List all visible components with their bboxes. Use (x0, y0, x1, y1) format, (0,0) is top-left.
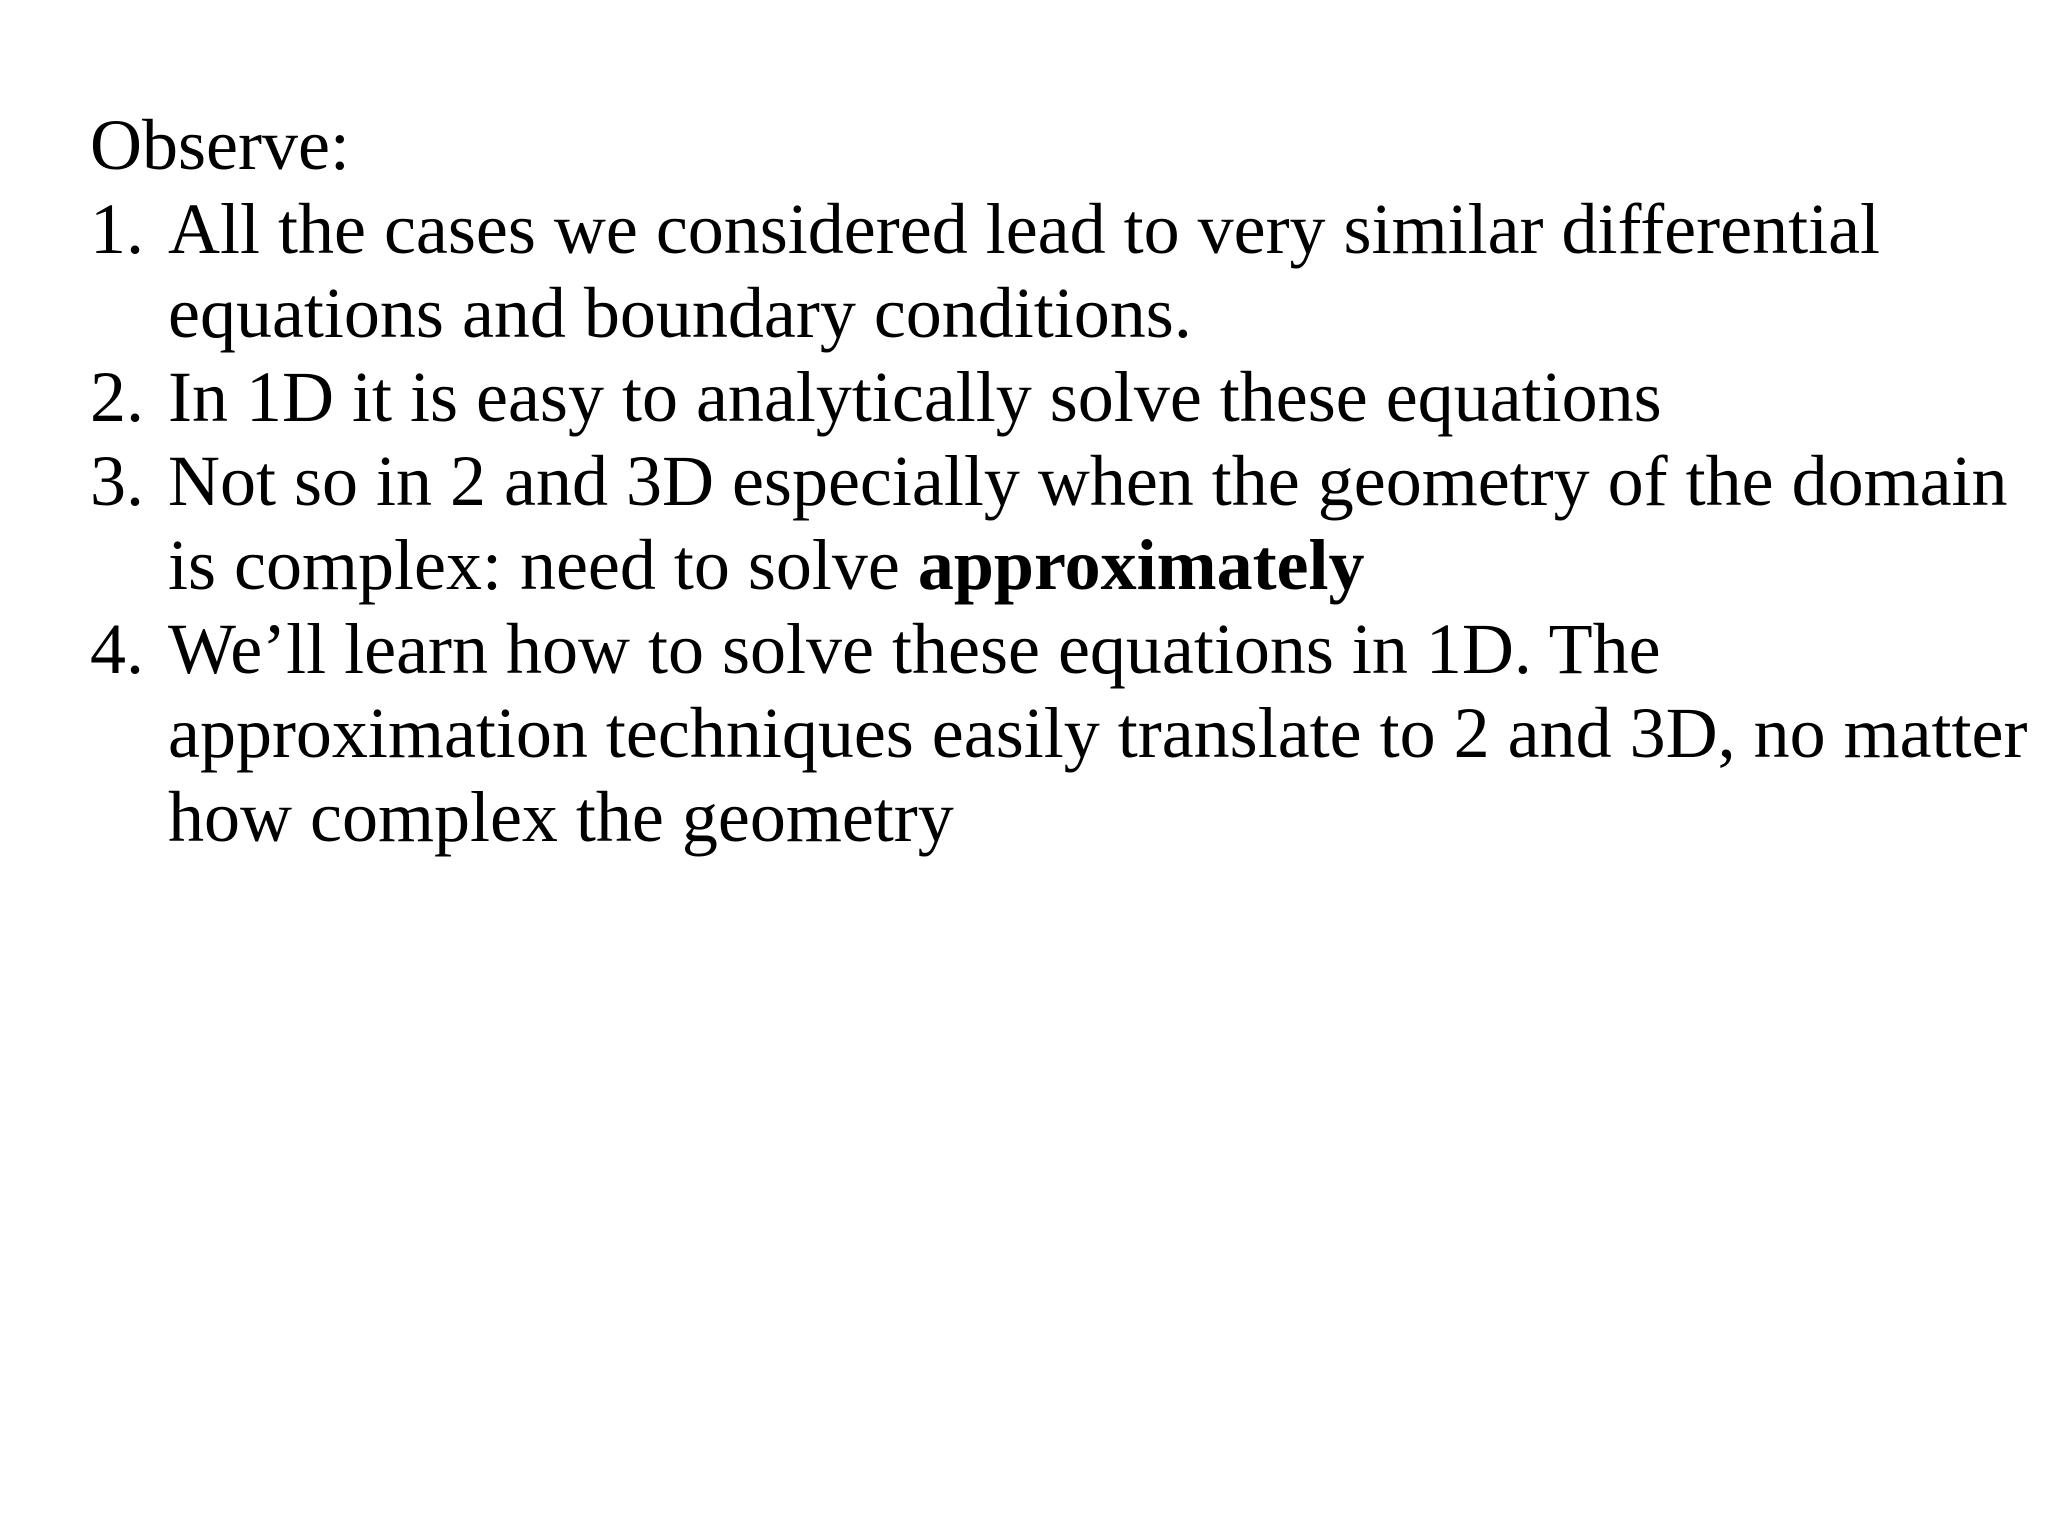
list-text-container (168, 439, 2030, 607)
list-item-3 (90, 439, 2030, 607)
observation-list (90, 187, 2030, 859)
list-number: 3. (90, 441, 144, 521)
slide-heading: Observe: (90, 105, 350, 185)
list-number: 2. (90, 357, 144, 437)
list-item-1 (90, 187, 2030, 355)
list-item-4 (90, 607, 2030, 859)
list-text: In 1D it is easy to analytically solve these equations (168, 357, 1662, 437)
list-number: 4. (90, 609, 144, 689)
list-number: 1. (90, 189, 144, 269)
list-text: Not so in 2 and 3D especially when the geometry of the domain is complex: need to solve (168, 441, 2008, 605)
list-text: All the cases we considered lead to very similar differential equations and boundary conditions. (168, 189, 1881, 353)
list-text: We’ll learn how to solve these equations in 1D. The approximation techniques easily translate to 2 and 3D, no matter how complex the geometry (168, 609, 2028, 857)
list-item-2 (90, 355, 2030, 439)
emphasis-text: approximately (917, 525, 1365, 605)
slide-content (90, 103, 2030, 859)
